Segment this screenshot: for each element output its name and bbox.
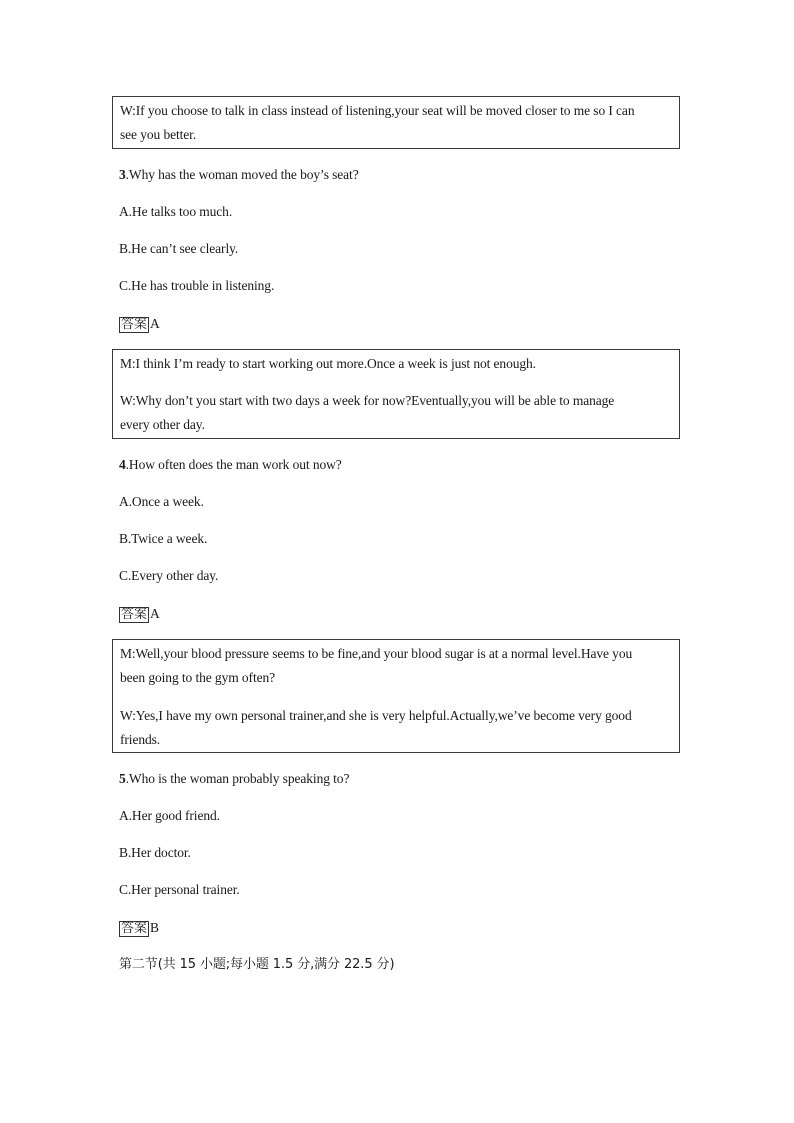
answer-3 — [119, 316, 160, 333]
question-text: .How often does the man work out now? — [125, 457, 342, 472]
option-c: C.Every other day. — [119, 568, 219, 583]
question-4 — [119, 457, 342, 473]
dialogue-box-5 — [112, 639, 680, 753]
answer-label: 答案 — [121, 921, 148, 936]
question-5 — [119, 771, 349, 787]
option-a: A.He talks too much. — [119, 204, 233, 219]
answer-label: 答案 — [121, 607, 148, 622]
dialogue-box-4 — [112, 349, 680, 439]
dialogue-line: been going to the gym often? — [120, 670, 276, 685]
option-a: A.Her good friend. — [119, 808, 220, 823]
answer-value: A — [150, 606, 160, 621]
dialogue-line: friends. — [120, 732, 161, 747]
dialogue-box-3 — [112, 96, 680, 149]
dialogue-line: M:I think I’m ready to start working out more.Once a week is just not enough. — [120, 356, 536, 371]
answer-value: A — [150, 316, 160, 331]
dialogue-line: W:If you choose to talk in class instead of listening,your seat will be moved closer to me so I can — [120, 103, 635, 118]
option-a: A.Once a week. — [119, 494, 204, 509]
question-number: 4 — [119, 457, 126, 472]
answer-value: B — [150, 920, 160, 935]
option-c: C.Her personal trainer. — [119, 882, 240, 897]
answer-4 — [119, 606, 160, 623]
dialogue-line: M:Well,your blood pressure seems to be fine,and your blood sugar is at a normal level.Have you — [120, 646, 633, 661]
question-number: 3 — [119, 167, 126, 182]
option-c: C.He has trouble in listening. — [119, 278, 275, 293]
question-text: .Why has the woman moved the boy’s seat? — [125, 167, 359, 182]
dialogue-line: every other day. — [120, 417, 205, 432]
option-b: B.Her doctor. — [119, 845, 191, 860]
option-b: B.He can’t see clearly. — [119, 241, 239, 256]
section-heading: 第二节(共 15 小题;每小题 1.5 分,满分 22.5 分) — [119, 957, 395, 972]
answer-label: 答案 — [121, 317, 148, 332]
dialogue-line: see you better. — [120, 127, 197, 142]
option-b: B.Twice a week. — [119, 531, 208, 546]
dialogue-line: W:Yes,I have my own personal trainer,and she is very helpful.Actually,we’ve become very good — [120, 708, 632, 723]
question-text: .Who is the woman probably speaking to? — [125, 771, 350, 786]
dialogue-line: W:Why don’t you start with two days a week for now?Eventually,you will be able to manage — [120, 393, 615, 408]
question-3 — [119, 167, 359, 183]
question-number: 5 — [119, 771, 126, 786]
answer-5 — [119, 920, 159, 937]
